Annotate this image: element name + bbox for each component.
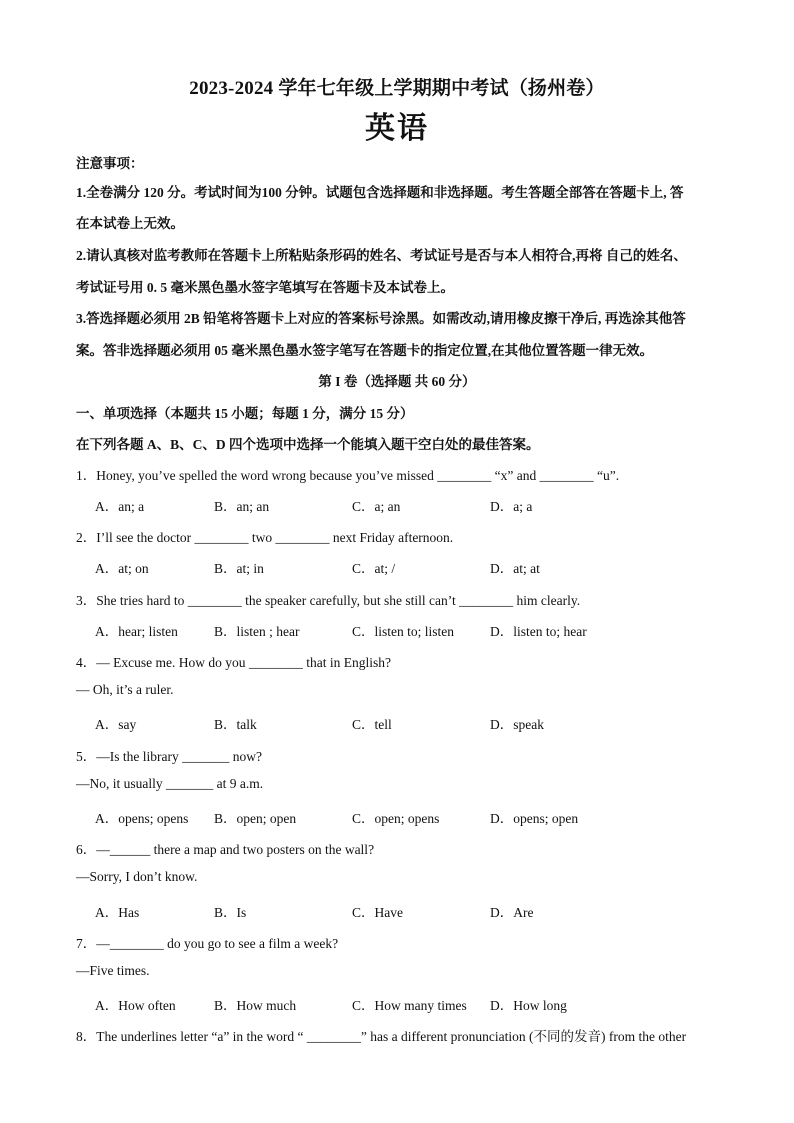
notes-line: 考试证号用 0. 5 毫米黑色墨水签字笔填写在答题卡及本试卷上。 <box>76 280 454 295</box>
question-stem: 2．I’ll see the doctor ________ two ________ next Friday afternoon. <box>76 530 454 545</box>
option-d[interactable]: D．speak <box>490 717 544 732</box>
option-d[interactable]: D．a; a <box>490 499 533 514</box>
option-b[interactable]: B．at; in <box>214 561 264 576</box>
notes-line: 在本试卷上无效。 <box>76 216 184 231</box>
option-b[interactable]: B．talk <box>214 717 257 732</box>
option-a[interactable]: A．at; on <box>95 561 149 576</box>
option-a[interactable]: A．opens; opens <box>95 811 189 826</box>
option-a[interactable]: A．say <box>95 717 137 732</box>
section-instruction: 在下列各题 A、B、C、D 四个选项中选择一个能填入题干空白处的最佳答案。 <box>76 437 540 452</box>
question-stem: 5．—Is the library _______ now? <box>76 749 262 764</box>
option-a[interactable]: A．an; a <box>95 499 145 514</box>
question-stem: 1．Honey, you’ve spelled the word wrong because you’ve missed ________ “x” and ________ “u”. <box>76 468 620 483</box>
part-title: 第 I 卷（选择题 共 60 分） <box>318 374 476 389</box>
exam-title: 2023-2024 学年七年级上学期期中考试（扬州卷） <box>189 78 605 99</box>
question-stem: 7．—________ do you go to see a film a week? <box>76 936 339 951</box>
option-b[interactable]: B．an; an <box>214 499 270 514</box>
option-d[interactable]: D．listen to; hear <box>490 624 587 639</box>
option-c[interactable]: C．tell <box>352 717 392 732</box>
notes-line: 案。答非选择题必须用 05 毫米黑色墨水签字笔写在答题卡的指定位置,在其他位置答题一律无效。 <box>76 343 654 358</box>
option-b[interactable]: B．Is <box>214 905 247 920</box>
notes-line: 2.请认真核对监考教师在答题卡上所粘贴条形码的姓名、考试证号是否与本人相符合,再将 自己的姓名、 <box>76 248 687 263</box>
question-dialogue: —Five times. <box>76 963 150 978</box>
option-c[interactable]: C．How many times <box>352 998 467 1013</box>
option-c[interactable]: C．listen to; listen <box>352 624 455 639</box>
question-stem: 4．— Excuse me. How do you ________ that in English? <box>76 655 391 670</box>
option-c[interactable]: C．a; an <box>352 499 401 514</box>
question-stem: 8．The underlines letter “a” in the word “ ________” has a different pronunciation (不同的发音) from the other <box>76 1029 687 1044</box>
option-a[interactable]: A．How often <box>95 998 176 1013</box>
option-d[interactable]: D．opens; open <box>490 811 579 826</box>
option-a[interactable]: A．Has <box>95 905 140 920</box>
question-dialogue: —Sorry, I don’t know. <box>76 869 198 884</box>
question-stem: 6．—______ there a map and two posters on the wall? <box>76 842 375 857</box>
question-dialogue: — Oh, it’s a ruler. <box>76 682 174 697</box>
subject-title: 英语 <box>365 112 429 145</box>
notes-line: 1.全卷满分 120 分。考试时间为100 分钟。试题包含选择题和非选择题。考生答题全部答在答题卡上, 答 <box>76 185 684 200</box>
option-d[interactable]: D．Are <box>490 905 534 920</box>
option-b[interactable]: B．listen ; hear <box>214 624 300 639</box>
option-d[interactable]: D．at; at <box>490 561 540 576</box>
option-c[interactable]: C．Have <box>352 905 403 920</box>
option-b[interactable]: B．How much <box>214 998 297 1013</box>
option-c[interactable]: C．at; / <box>352 561 396 576</box>
notes-heading: 注意事项： <box>76 156 144 171</box>
option-a[interactable]: A．hear; listen <box>95 624 178 639</box>
option-d[interactable]: D．How long <box>490 998 567 1013</box>
question-dialogue: —No, it usually _______ at 9 a.m. <box>76 776 264 791</box>
option-c[interactable]: C．open; opens <box>352 811 440 826</box>
question-stem: 3．She tries hard to ________ the speaker carefully, but she still can’t ________ him clearly. <box>76 593 581 608</box>
section-title: 一、单项选择（本题共 15 小题；每题 1 分，满分 15 分） <box>76 406 414 421</box>
notes-line: 3.答选择题必须用 2B 铅笔将答题卡上对应的答案标号涂黑。如需改动,请用橡皮擦干净后, 再选涂其他答 <box>76 311 686 326</box>
option-b[interactable]: B．open; open <box>214 811 297 826</box>
